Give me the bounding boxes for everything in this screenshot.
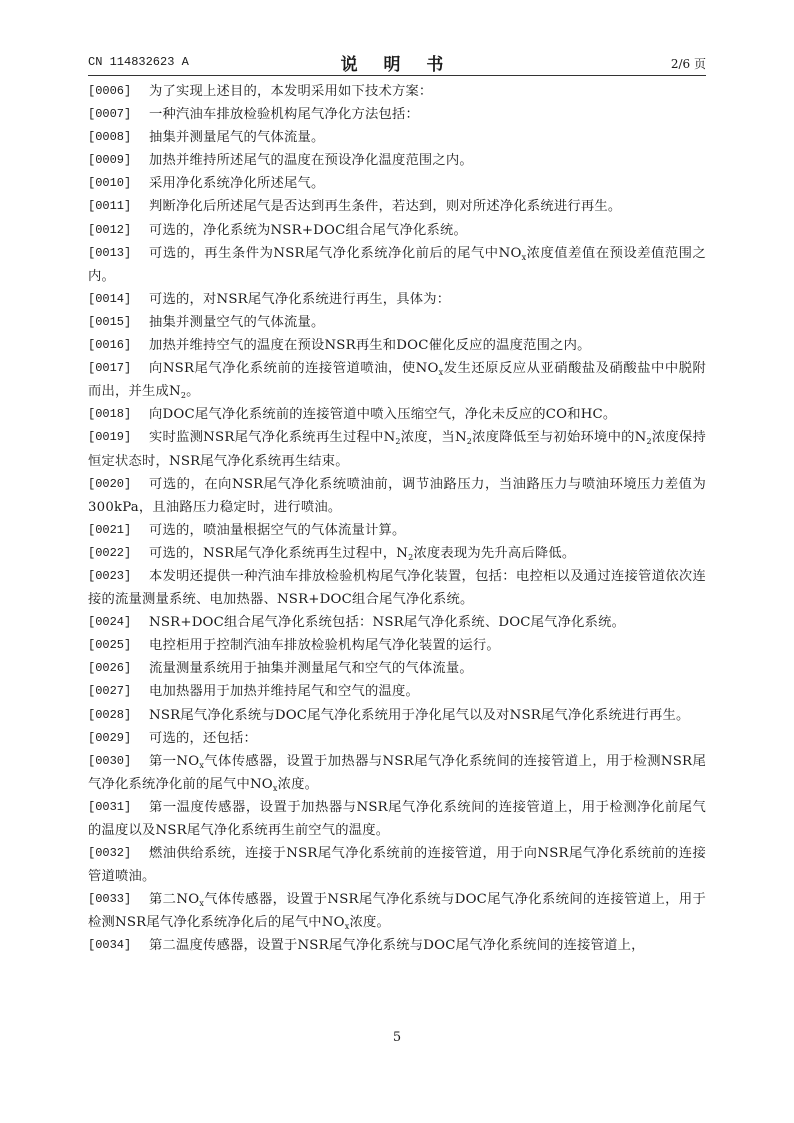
paragraph-number: [0026] [88, 661, 132, 676]
paragraph-text: 实时监测NSR尾气净化系统再生过程中$N_2$浓度，当$N_2$浓度降低至与初始环境中的$N_2$浓度保持恒定状态时，NSR尾气净化系统再生结束。 [88, 430, 707, 469]
patent-number: CN 114832623 A [88, 55, 189, 69]
paragraph-number: [0027] [88, 684, 132, 699]
paragraph [88, 934, 706, 957]
paragraph [88, 242, 706, 288]
paragraph-number: [0013] [88, 245, 132, 260]
paragraph [88, 680, 706, 703]
paragraph-text: 可选的，对NSR尾气净化系统进行再生，具体为： [149, 291, 451, 307]
paragraph-number: [0019] [88, 430, 132, 445]
paragraph-text: 抽集并测量空气的气体流量。 [149, 314, 325, 330]
paragraph-text: 第二温度传感器，设置于NSR尾气净化系统与DOC尾气净化系统间的连接管道上， [149, 938, 645, 954]
paragraph [88, 727, 706, 750]
paragraph-number: [0015] [88, 314, 132, 329]
paragraph [88, 519, 706, 542]
paragraph-number: [0008] [88, 130, 132, 145]
paragraph-number: [0009] [88, 153, 132, 168]
paragraph [88, 796, 706, 842]
paragraph [88, 611, 706, 634]
paragraph [88, 657, 706, 680]
paragraph-text: 可选的，喷油量根据空气的气体流量计算。 [149, 522, 406, 538]
paragraph-number: [0016] [88, 338, 132, 353]
paragraph [88, 704, 706, 727]
paragraph [88, 888, 706, 934]
paragraph-number: [0030] [88, 753, 132, 768]
paragraph-text: 电加热器用于加热并维持尾气和空气的温度。 [149, 684, 419, 700]
paragraph-text: NSR尾气净化系统与DOC尾气净化系统用于净化尾气以及对NSR尾气净化系统进行再生。 [149, 707, 690, 723]
paragraph-text: 可选的，在向NSR尾气净化系统喷油前，调节油路压力，当油路压力与喷油环境压力差值为300kPa，且油路压力稳定时，进行喷油。 [88, 476, 706, 515]
paragraph-number: [0020] [88, 476, 132, 491]
paragraph-text: 本发明还提供一种汽油车排放检验机构尾气净化装置，包括：电控柜以及通过连接管道依次连接的流量测量系统、电加热器、NSR+DOC组合尾气净化系统。 [88, 568, 706, 608]
paragraph-text: 可选的，净化系统为NSR+DOC组合尾气净化系统。 [149, 222, 467, 238]
paragraph [88, 103, 706, 126]
paragraph [88, 357, 706, 403]
paragraph-number: [0028] [88, 707, 132, 722]
paragraph [88, 126, 706, 149]
paragraph-number: [0010] [88, 176, 132, 191]
paragraph-number: [0031] [88, 799, 132, 814]
paragraph [88, 80, 706, 103]
paragraph-number: [0024] [88, 615, 132, 630]
paragraph-number: [0023] [88, 568, 132, 583]
paragraph-number: [0017] [88, 361, 132, 376]
paragraph-number: [0007] [88, 107, 132, 122]
paragraph-number: [0033] [88, 892, 132, 907]
paragraph-text: 加热并维持空气的温度在预设NSR再生和DOC催化反应的温度范围之内。 [149, 338, 591, 354]
paragraph [88, 149, 706, 172]
paragraph-number: [0025] [88, 638, 132, 653]
document-title: 说 明 书 [340, 55, 454, 75]
paragraph-number: [0006] [88, 84, 132, 98]
paragraph [88, 842, 706, 888]
paragraph-number: [0014] [88, 291, 132, 306]
paragraph-number: [0018] [88, 407, 132, 422]
paragraph [88, 750, 706, 796]
paragraph [88, 288, 706, 311]
paragraph-text: 第一温度传感器，设置于加热器与NSR尾气净化系统间的连接管道上，用于检测净化前尾气的温度以及NSR尾气净化系统再生前空气的温度。 [88, 799, 706, 838]
paragraph-number: [0022] [88, 545, 132, 560]
page-header [88, 50, 706, 74]
paragraph [88, 219, 706, 242]
paragraph-text: 抽集并测量尾气的气体流量。 [149, 130, 325, 146]
paragraph [88, 403, 706, 426]
paragraph-text: 加热并维持所述尾气的温度在预设净化温度范围之内。 [149, 153, 473, 169]
paragraph-text: 可选的，再生条件为NSR尾气净化系统净化前后的尾气中$NO_x$浓度值差值在预设差值范围之内。 [88, 245, 707, 284]
header-rule [88, 75, 706, 76]
paragraph-text: 采用净化系统净化所述尾气。 [149, 176, 325, 192]
paragraph-number: [0021] [88, 522, 132, 537]
paragraph-text: 向DOC尾气净化系统前的连接管道中喷入压缩空气，净化未反应的CO和HC。 [149, 407, 617, 423]
paragraph [88, 172, 706, 195]
paragraph-text: 判断净化后所述尾气是否达到再生条件，若达到，则对所述净化系统进行再生。 [149, 199, 622, 215]
paragraph [88, 542, 706, 565]
paragraph [88, 565, 706, 611]
paragraph-text: 一种汽油车排放检验机构尾气净化方法包括： [149, 107, 419, 123]
paragraph [88, 634, 706, 657]
paragraph [88, 426, 706, 472]
paragraph-number: [0011] [88, 199, 132, 214]
paragraph-text: 第一$NO_x$气体传感器，设置于加热器与NSR尾气净化系统间的连接管道上，用于检测NSR尾气净化系统净化前的尾气中$NO_x$浓度。 [88, 753, 706, 793]
paragraph-text: 可选的，还包括： [149, 730, 257, 746]
paragraph-text: 燃油供给系统，连接于NSR尾气净化系统前的连接管道，用于向NSR尾气净化系统前的连接管道喷油。 [88, 846, 706, 885]
paragraph-text: 向NSR尾气净化系统前的连接管道喷油，使$NO_x$发生还原反应从亚硝酸盐及硝酸盐中中脱附而出，并生成$N_2$。 [88, 361, 706, 401]
paragraph-text: 可选的，NSR尾气净化系统再生过程中，$N_2$浓度表现为先升高后降低。 [149, 545, 576, 562]
paragraph-text: NSR+DOC组合尾气净化系统包括：NSR尾气净化系统、DOC尾气净化系统。 [149, 615, 626, 631]
paragraph-text: 电控柜用于控制汽油车排放检验机构尾气净化装置的运行。 [149, 638, 500, 654]
paragraph-number: [0034] [88, 938, 132, 953]
paragraph-text: 第二$NO_x$气体传感器，设置于NSR尾气净化系统与DOC尾气净化系统间的连接管道上，用于检测NSR尾气净化系统净化后的尾气中$NO_x$浓度。 [88, 892, 706, 932]
paragraph-number: [0012] [88, 222, 132, 237]
page-indicator: 2/6 页 [670, 57, 706, 71]
paragraph [88, 473, 706, 519]
paragraph-number: [0032] [88, 846, 132, 861]
paragraph [88, 334, 706, 357]
paragraph-text: 流量测量系统用于抽集并测量尾气和空气的气体流量。 [149, 661, 473, 677]
page-number: 5 [392, 1030, 402, 1045]
paragraph-text: 为了实现上述目的，本发明采用如下技术方案： [149, 84, 433, 99]
paragraph [88, 311, 706, 334]
paragraph-number: [0029] [88, 730, 132, 745]
paragraph [88, 195, 706, 218]
document-body [88, 80, 706, 958]
